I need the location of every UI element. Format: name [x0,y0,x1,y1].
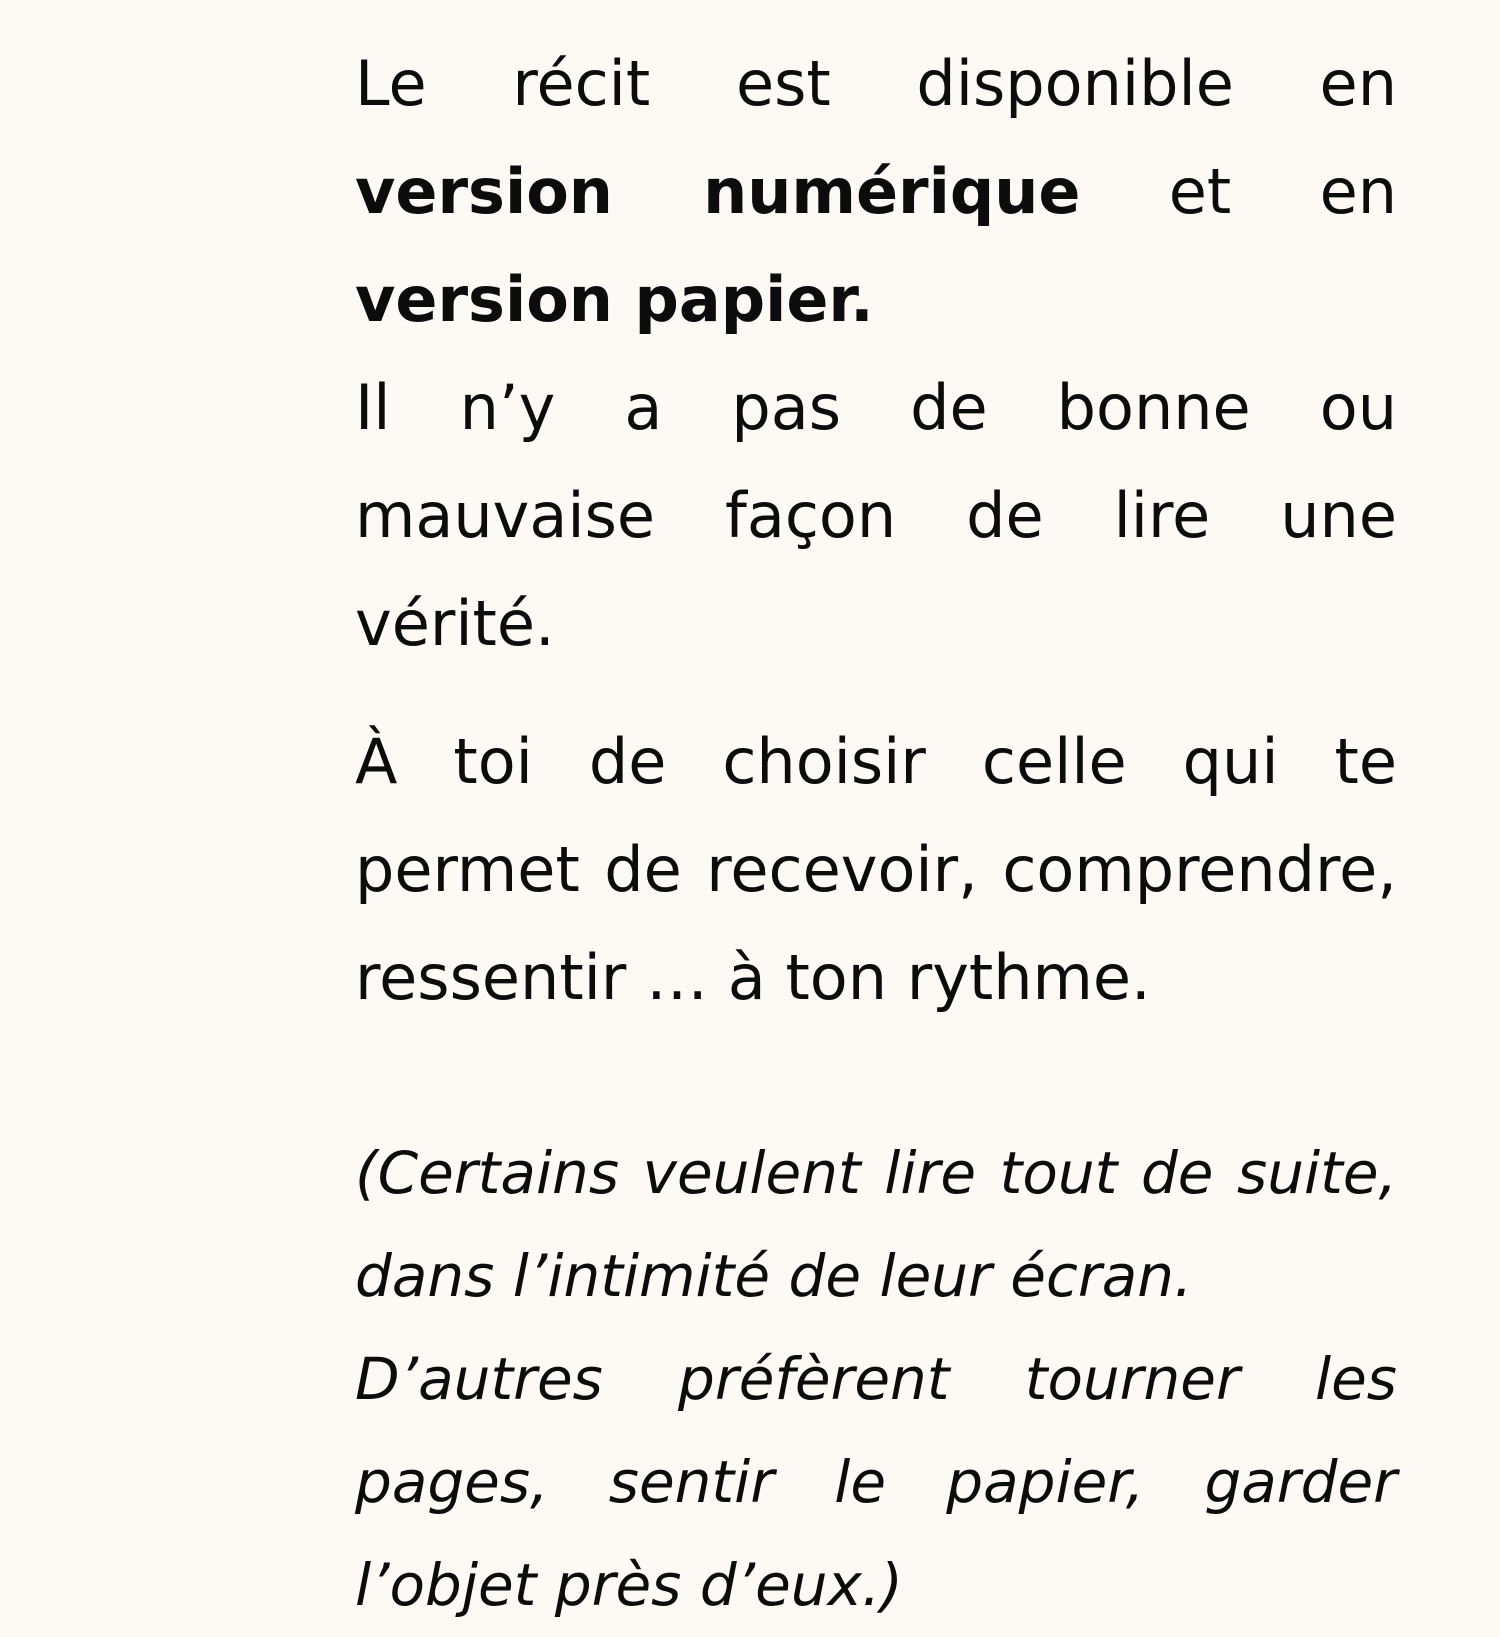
availability-text-start: Le récit est disponible en [355,47,1397,120]
digital-readers-paragraph: (Certains veulent lire tout de suite, dans l’intimité de leur écran. [355,1139,1397,1310]
text-column [355,30,1397,1637]
paper-readers-paragraph: D’autres préfèrent tourner les pages, sentir le papier, garder l’objet près d’eux.) [355,1345,1397,1619]
availability-text-middle: et en [1080,155,1398,228]
paragraph-spacer [355,678,1397,708]
reading-way-paragraph: Il n’y a pas de bonne ou mauvaise façon de lire une vérité. [355,371,1397,660]
paper-version-text: version papier. [355,263,874,336]
availability-paragraph [355,30,1397,354]
digital-version-text: version numérique [355,155,1081,228]
choice-paragraph: À toi de choisir celle qui te permet de recevoir, comprendre, ressentir … à ton rythme. [355,725,1397,1014]
paragraph-spacer [355,1032,1397,1122]
